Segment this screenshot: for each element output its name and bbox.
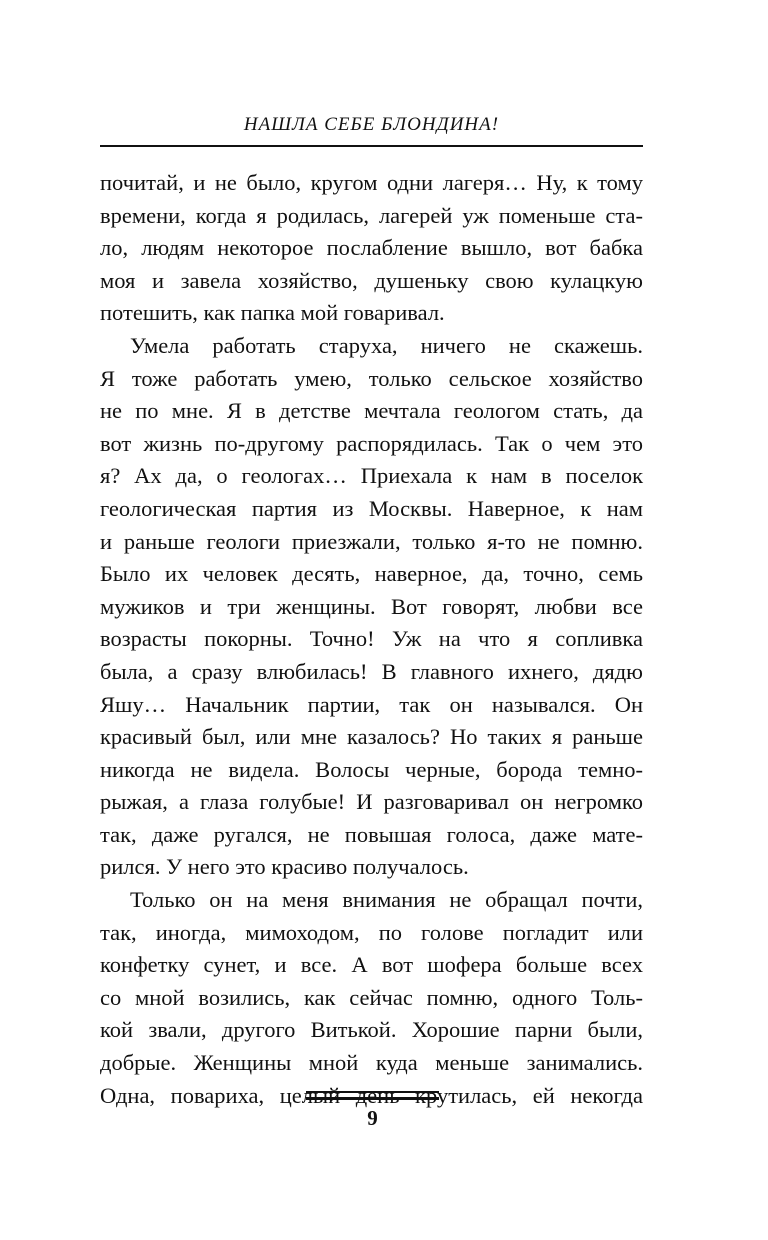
text-line: мужиков и три женщины. Вот говорят, любви все: [100, 593, 643, 619]
text-line: Я тоже работать умею, только сельское хозяйство: [100, 365, 643, 391]
text-line: я? Ах да, о геологах… Приехала к нам в поселок: [100, 463, 643, 489]
running-title: НАШЛА СЕБЕ БЛОНДИНА!: [243, 114, 500, 135]
text-line: Умела работать старуха, ничего не скажешь.: [130, 332, 643, 358]
text-line: Было их человек десять, наверное, да, точно, семь: [100, 561, 643, 587]
text-line: Только он на меня внимания не обращал почти,: [130, 887, 643, 913]
text-line: рыжая, а глаза голубые! И разговаривал он негромко: [100, 789, 643, 815]
text-line: времени, когда я родилась, лагерей уж поменьше ста-: [100, 202, 643, 228]
text-line: не по мне. Я в детстве мечтала геологом стать, да: [100, 398, 643, 424]
text-line: добрые. Женщины мной куда меньше занимались.: [100, 1050, 643, 1076]
text-line: моя и завела хозяйство, душеньку свою кулацкую: [100, 267, 643, 293]
text-line: никогда не видела. Волосы черные, борода темно-: [100, 756, 643, 782]
text-line: Одна, повариха, целый день крутилась, ей некогда: [100, 1082, 643, 1108]
text-line: потешить, как папка мой говаривал.: [100, 300, 445, 326]
text-line: так, даже ругался, не повышая голоса, даже мате-: [100, 821, 643, 847]
text-line: со мной возились, как сейчас помню, одного Толь-: [100, 984, 643, 1010]
text-line: Яшу… Начальник партии, так он назывался. Он: [100, 691, 643, 717]
text-line: была, а сразу влюбилась! В главного ихнего, дядю: [100, 658, 643, 684]
text-line: и раньше геологи приезжали, только я-то не помню.: [100, 528, 643, 554]
text-line: так, иногда, мимоходом, по голове погладит или: [100, 919, 643, 945]
text-line: почитай, и не было, кругом одни лагеря… Ну, к тому: [100, 170, 643, 195]
text-line: геологическая партия из Москвы. Наверное, к нам: [100, 495, 643, 521]
text-line: красивый был, или мне казалось? Но таких я раньше: [100, 724, 643, 750]
text-line: конфетку сунет, и все. А вот шофера больше всех: [100, 952, 643, 978]
text-line: кой звали, другого Витькой. Хорошие парни были,: [100, 1017, 643, 1043]
text-line: вот жизнь по-другому распорядилась. Так о чем это: [100, 430, 643, 456]
page-number: 9: [367, 1106, 378, 1130]
text-line: ло, людям некоторое послабление вышло, вот бабка: [100, 235, 643, 261]
footer-rule-thin: [306, 1091, 439, 1093]
body-text: [100, 167, 643, 1112]
text-line: возрасты покорны. Точно! Уж на что я сопливка: [100, 626, 643, 652]
header-rule: [100, 145, 643, 147]
footer-rule-thick: [306, 1097, 439, 1100]
text-line: рился. У него это красиво получалось.: [100, 854, 469, 880]
